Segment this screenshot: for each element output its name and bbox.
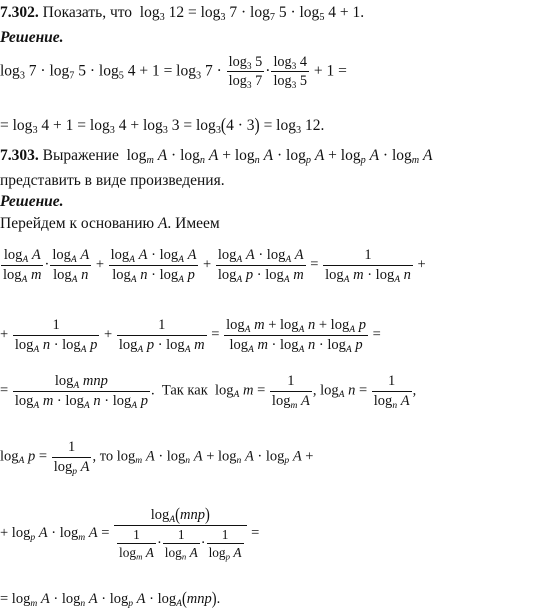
solution-label-302: Решение.	[0, 29, 64, 46]
since-text: Так как	[161, 382, 208, 399]
problem-303-eq4: $\log_A p$ = $\frac{1}{\log_p A}$ , то $\log_m A \cdot \log_n A + \log_n A \cdot \log_p A$ +	[0, 439, 314, 477]
problem-303-eq1: $\frac{\log_A A}{\log_A m}$ · $\frac{\log_A A}{\log_A n}$ + $\frac{\log_A A \cdot \log_A A}{\log_A n \cdot \log_A p}$ + $\frac{\log_A A \cdot \log_A A}{\log_A p \cdot \log_A m}$ = $\frac{1}{\log_A m \cdot \log_A n}$ +	[3, 247, 426, 285]
problem-302-step2: = $\log_3 4 + 1 = \log_3 4 + \log_3 3 = \log_3(4 \cdot 3) = \log_3 12$.	[0, 114, 325, 137]
problem-303-prefix: Выражение	[42, 147, 119, 164]
problem-302-text: Показать, что $\log_3 12 = \log_3 7 \cdot \log_7 5 \cdot \log_5 4 + 1$.	[42, 4, 365, 24]
solution-label-303: Решение.	[0, 193, 64, 210]
problem-302-number: 7.302.	[0, 4, 39, 21]
problem-303-eq2: + $\frac{1}{\log_A n \cdot \log_A p}$ + $\frac{1}{\log_A p \cdot \log_A m}$ = $\frac{\log_A m + \log_A n + \log_A p}{\log_A m \cdot \log_A n \cdot \log_A p}$ =	[0, 317, 381, 355]
problem-303-expression: $\log_m A \cdot \log_n A + \log_n A \cdot \log_p A + \log_p A \cdot \log_m A$	[126, 147, 433, 167]
problem-303-suffix: представить в виде произведения.	[0, 172, 225, 189]
problem-303-number: 7.303.	[0, 147, 39, 164]
then-text: то	[99, 448, 114, 465]
problem-302-step1: $\log_3 7 \cdot \log_7 5 \cdot \log_5 4 + 1 = \log_3 7$ · $\frac{\log_3 5}{\log_3 7}$ · $\frac{\log_3 4}{\log_3 5}$ + 1 =	[0, 54, 347, 92]
problem-303-statement	[0, 147, 433, 167]
problem-302-statement	[0, 4, 365, 24]
problem-303-intro: Перейдем к основанию A. Имеем	[0, 215, 220, 232]
problem-303-eq6: = $\log_m A \cdot \log_n A \cdot \log_p A \cdot \log_A(mnp)$.	[0, 588, 221, 609]
problem-303-eq5: + $\log_p A \cdot \log_m A$ = $\log_A(mnp)$ $\frac{1}{\log_m A}$ · $\frac{1}{\log_n A}$ · $\frac{1}{\log_p A}$ =	[0, 504, 260, 562]
problem-303-eq3: = $\frac{\log_A mnp}{\log_A m \cdot \log_A n \cdot \log_A p}$ . Так как $\log_A m$ = $\frac{1}{\log_m A}$ , $\log_A n$ = $\frac{1}{\log_n A}$ ,	[0, 373, 417, 411]
